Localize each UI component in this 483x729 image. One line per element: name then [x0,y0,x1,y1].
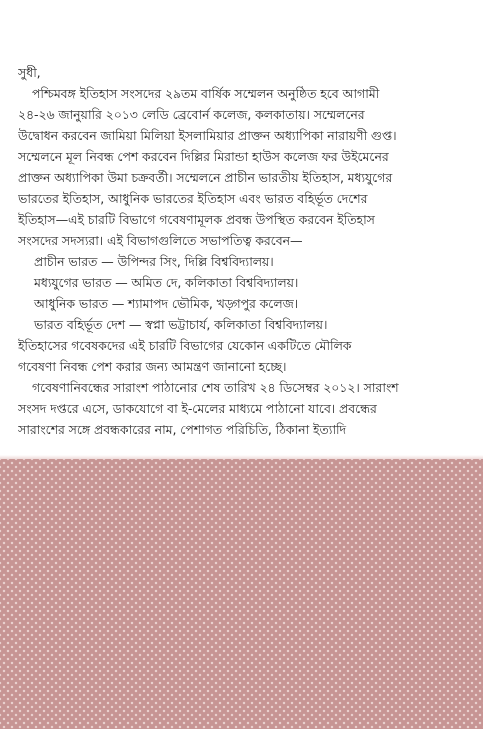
paragraph-line: পশ্চিমবঙ্গ ইতিহাস সংসদের ২৯তম বার্ষিক সম্মেলন অনুষ্ঠিত হবে আগামী [32,86,380,101]
section-chair-modern: আধুনিক ভারত — শ্যামাপদ ভৌমিক, খড়্গপুর কলেজ। [34,296,299,311]
paragraph-line: সংসদের সদস্যরা। এই বিভাগগুলিতে সভাপতিত্ব করবেন— [18,233,303,248]
invitation-line: গবেষণা নিবন্ধ পেশ করার জন্য আমন্ত্রণ জানানো হচ্ছে। [18,359,287,374]
submission-line: সারাংশের সঙ্গে প্রবন্ধকারের নাম, পেশাগত পরিচিতি, ঠিকানা ইত্যাদি [18,422,347,437]
dotted-pattern-overlay [0,459,483,729]
paragraph-line: ২৪-২৬ জানুয়ারি ২০১৩ লেডি ব্রেবোর্ন কলেজ, কলকাতায়। সম্মেলনের [18,107,365,122]
section-chair-ancient: প্রাচীন ভারত — উপিন্দর সিং, দিল্লি বিশ্ববিদ্যালয়। [34,254,274,269]
paragraph-line: সম্মেলনে মূল নিবন্ধ পেশ করবেন দিল্লির মিরান্ডা হাউস কলেজ ফর উইমেনের [18,149,389,164]
salutation: সুধী, [18,65,41,80]
section-chair-medieval: মধ্যযুগের ভারত — অমিত দে, কলিকাতা বিশ্ববিদ্যালয়। [34,275,299,290]
section-chair-outside-india: ভারত বহির্ভূত দেশ — স্বপ্না ভট্টাচার্য, কলিকাতা বিশ্ববিদ্যালয়। [34,317,328,332]
invitation-line: ইতিহাসের গবেষকদের এই চারটি বিভাগের যেকোন একটিতে মৌলিক [18,338,352,353]
paragraph-line: ভারতের ইতিহাস, আধুনিক ভারতের ইতিহাস এবং ভারত বহির্ভূত দেশের [18,191,368,206]
submission-line: সংসদ দপ্তরে এসে, ডাকযোগে বা ই-মেলের মাধ্যমে পাঠানো যাবে। প্রবন্ধের [18,401,377,416]
paragraph-line: ইতিহাস—এই চারটি বিভাগে গবেষণামূলক প্রবন্ধ উপস্থিত করবেন ইতিহাস [18,212,375,227]
paragraph-line: উদ্বোধন করবেন জামিয়া মিলিয়া ইসলামিয়ার প্রাক্তন অধ্যাপিকা নারায়ণী গুপ্ত। [18,128,397,143]
submission-line: গবেষণানিবন্ধের সারাংশ পাঠানোর শেষ তারিখ ২৪ ডিসেম্বর ২০১২। সারাংশ [32,380,399,395]
paragraph-line: প্রাক্তন অধ্যাপিকা উমা চক্রবর্তী। সম্মেলনে প্রাচীন ভারতীয় ইতিহাস, মধ্যযুগের [18,170,393,185]
